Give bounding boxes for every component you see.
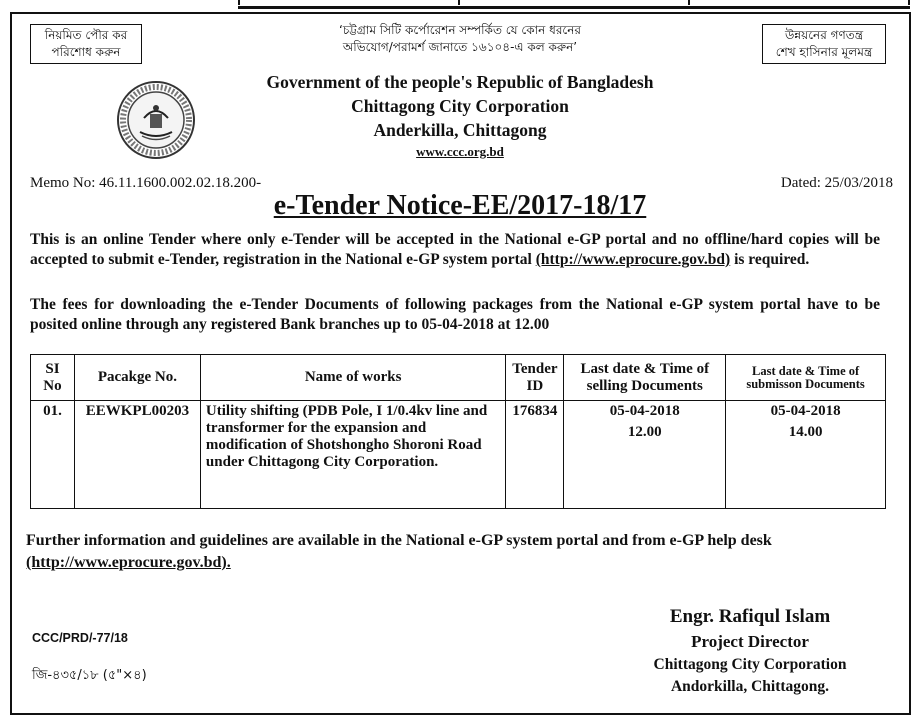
further-link[interactable]: (http://www.eprocure.gov.bd).	[26, 554, 231, 571]
hotline-line1: ‘চট্টগ্রাম সিটি কর্পোরেশন সম্পর্কিত যে কোন ধরনের	[339, 23, 581, 37]
top-right-slogan-line2: শেখ হাসিনার মূলমন্ত্র	[775, 45, 873, 59]
selling-time: 12.00	[627, 424, 662, 440]
col-selling: Last date & Time of selling Documents	[564, 355, 726, 401]
submission-time: 14.00	[788, 424, 823, 440]
signatory-place: Andorkilla, Chittagong.	[670, 678, 830, 695]
memo-number: Memo No: 46.11.1600.002.02.18.200-	[30, 175, 262, 191]
top-right-slogan-line1: উন্নয়নের গণতন্ত্র	[784, 28, 864, 42]
row-tender-id: 176834	[506, 401, 564, 509]
intro-text: This is an online Tender where only e-Tender will be accepted in the National e-GP portal and no offline/hard copies will be accepted to submit e-Tender, registration in the National e-GP system portal	[30, 231, 880, 268]
hotline-notice	[300, 22, 620, 56]
reference-number: CCC/PRD/-77/18	[32, 631, 128, 645]
col-submission: Last date & Time of submisson Documents	[726, 355, 886, 401]
hotline-line2: অভিযোগ/পরামর্শ জানাতে ১৬১০৪-এ কল করুন’	[342, 40, 578, 54]
tender-table	[30, 354, 886, 509]
further-text: Further information and guidelines are available in the National e-GP system portal and from e-GP help desk	[26, 532, 772, 549]
table-header-row	[31, 355, 886, 401]
table-row	[31, 401, 886, 509]
top-left-slogan-line1: নিয়মিত পৌর কর	[44, 28, 128, 42]
top-left-slogan-box	[30, 24, 142, 64]
header-address: Anderkilla, Chittagong	[373, 120, 547, 140]
row-si: 01.	[31, 401, 75, 509]
col-tender-id: Tender ID	[506, 355, 564, 401]
row-works: Utility shifting (PDB Pole, I 1/0.4kv line and transformer for the expansion and modification of Shotshongho Shoroni Road under Chittagong City Corporation.	[200, 401, 505, 509]
signatory-name: Engr. Rafiqul Islam	[669, 606, 831, 627]
website-link[interactable]: www.ccc.org.bd	[416, 144, 504, 159]
eprocure-link[interactable]: (http://www.eprocure.gov.bd)	[535, 251, 731, 268]
dated: Dated: 25/03/2018	[780, 175, 893, 191]
signatory-organization: Chittagong City Corporation	[653, 656, 847, 673]
top-right-slogan-box	[762, 24, 886, 64]
further-info	[26, 530, 896, 574]
col-package: Pacakge No.	[74, 355, 200, 401]
city-corporation-seal-icon	[116, 80, 196, 160]
col-works: Name of works	[200, 355, 505, 401]
header-website[interactable]	[200, 144, 720, 160]
row-package: EEWKPL00203	[74, 401, 200, 509]
notice-title: e-Tender Notice-EE/2017-18/17	[273, 190, 647, 221]
row-selling	[564, 401, 726, 509]
top-left-slogan-line2: পরিশোধ করুন	[51, 45, 121, 59]
top-strip	[238, 0, 910, 9]
header-government: Government of the people's Republic of Bangladesh	[266, 72, 654, 92]
row-submission	[726, 401, 886, 509]
header-organization: Chittagong City Corporation	[351, 96, 569, 116]
col-si: SI No	[31, 355, 75, 401]
selling-date: 05-04-2018	[609, 403, 680, 419]
fees-paragraph: The fees for downloading the e-Tender Documents of following packages from the National e-GP system portal have to be posited online through any registered Bank branches up to 05-04-2018 at 12.00	[30, 296, 880, 333]
signatory-designation: Project Director	[691, 632, 809, 651]
govt-code: জি-৪৩৫/১৮ (৫"×৪)	[32, 668, 147, 683]
submission-date: 05-04-2018	[770, 403, 841, 419]
intro-paragraph	[30, 230, 880, 270]
intro-tail: is required.	[730, 251, 810, 268]
